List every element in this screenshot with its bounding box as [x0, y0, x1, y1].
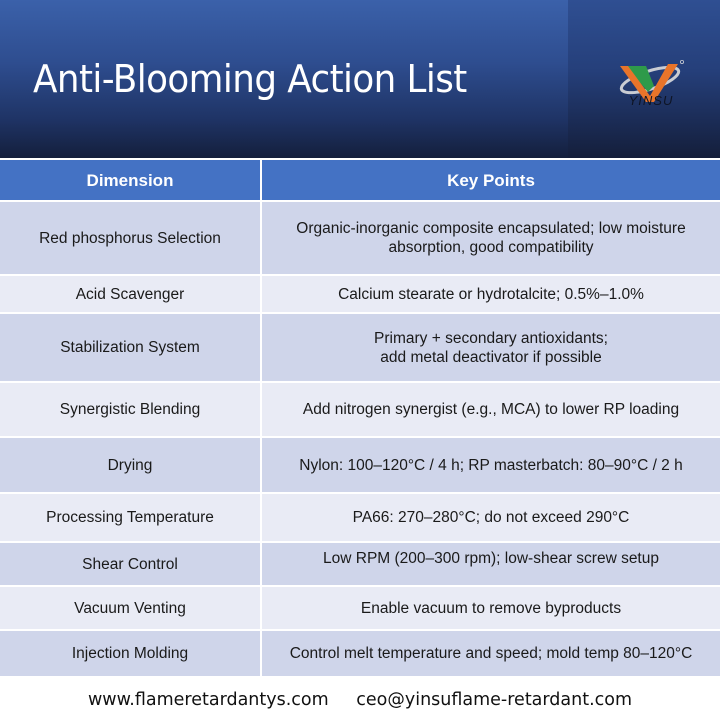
cell-key-points: Nylon: 100–120°C / 4 h; RP masterbatch: 80–90°C / 2 h	[261, 437, 720, 493]
cell-key-points: Add nitrogen synergist (e.g., MCA) to lower RP loading	[261, 382, 720, 437]
cell-key-points: Enable vacuum to remove byproducts	[261, 586, 720, 630]
table-row	[0, 201, 720, 275]
key-points-line: absorption, good compatibility	[388, 239, 594, 256]
cell-dimension: Shear Control	[0, 542, 261, 586]
footer-contact	[0, 690, 720, 710]
table-row	[0, 437, 720, 493]
cell-key-points: PA66: 270–280°C; do not exceed 290°C	[261, 493, 720, 542]
action-table	[0, 160, 720, 678]
cell-dimension: Red phosphorus Selection	[0, 201, 261, 275]
cell-key-points: Low RPM (200–300 rpm); low-shear screw setup	[261, 542, 720, 586]
logo-text: YINSU	[628, 93, 674, 108]
table-header-row	[0, 160, 720, 201]
cell-key-points	[261, 201, 720, 275]
cell-dimension: Stabilization System	[0, 313, 261, 382]
table-row	[0, 630, 720, 677]
header-key-points: Key Points	[261, 160, 720, 201]
cell-dimension: Acid Scavenger	[0, 275, 261, 313]
table-row	[0, 382, 720, 437]
table-row	[0, 493, 720, 542]
cell-key-points: Control melt temperature and speed; mold temp 80–120°C	[261, 630, 720, 677]
cell-dimension: Vacuum Venting	[0, 586, 261, 630]
table-row	[0, 313, 720, 382]
email-link[interactable]: ceo@yinsuflame-retardant.com	[356, 690, 633, 710]
cell-key-points	[261, 313, 720, 382]
key-points-line: add metal deactivator if possible	[380, 348, 602, 366]
cell-dimension: Synergistic Blending	[0, 382, 261, 437]
table-row	[0, 542, 720, 586]
page-title: Anti-Blooming Action List	[33, 57, 467, 101]
key-points-line: Organic-inorganic composite encapsulated; low moisture	[296, 220, 686, 237]
cell-dimension: Drying	[0, 437, 261, 493]
header-dimension: Dimension	[0, 160, 261, 201]
website-link[interactable]: www.flameretardantys.com	[87, 690, 329, 710]
table-row	[0, 586, 720, 630]
table-row	[0, 275, 720, 313]
cell-dimension: Processing Temperature	[0, 493, 261, 542]
cell-dimension: Injection Molding	[0, 630, 261, 677]
cell-key-points: Calcium stearate or hydrotalcite; 0.5%–1.0%	[261, 275, 720, 313]
key-points-line: Primary + secondary antioxidants;	[374, 329, 608, 347]
